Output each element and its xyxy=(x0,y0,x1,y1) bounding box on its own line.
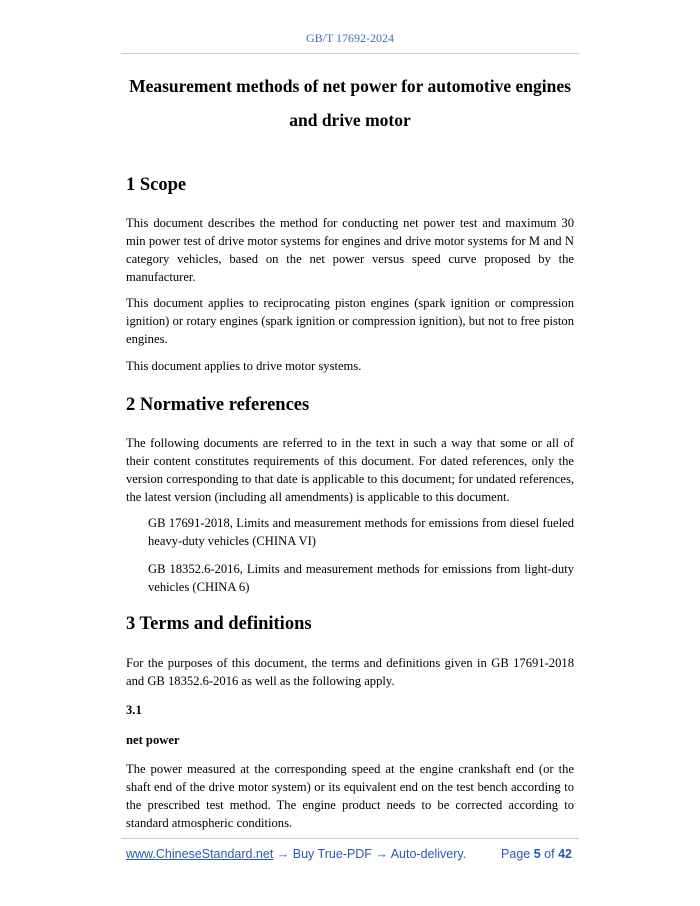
scope-paragraph-2: This document applies to reciprocating piston engines (spark ignition or compression ignition) or rotary engines (spark ignition or compression ignition), but not to free piston engines. xyxy=(126,296,574,346)
term-definition: The power measured at the corresponding speed at the engine crankshaft end (or the shaft end of the drive motor system) or its equivalent end on the test bench according to the prescribed test method. The engine product needs to be corrected according to standard atmospheric conditions. xyxy=(126,762,574,830)
page-current: 5 xyxy=(533,847,541,861)
footer xyxy=(126,847,576,863)
section-heading-scope: 1 Scope xyxy=(126,175,187,195)
header-doc-id: GB/T 17692-2024 xyxy=(305,31,395,45)
document-title-line-2: and drive motor xyxy=(289,110,411,130)
section-heading-terms-definitions: 3 Terms and definitions xyxy=(126,614,312,634)
page-total: 42 xyxy=(558,847,572,861)
term-name: net power xyxy=(126,733,180,747)
page-indicator xyxy=(501,847,572,861)
scope-paragraph-3: This document applies to drive motor systems. xyxy=(126,359,362,373)
page-of-label: of xyxy=(544,847,555,861)
footer-website-link[interactable]: www.ChineseStandard.net xyxy=(126,847,274,861)
normative-reference-1: GB 17691-2018, Limits and measurement methods for emissions from diesel fueled heavy-duty vehicles (CHINA VI) xyxy=(148,516,574,548)
footer-divider xyxy=(121,838,579,839)
scope-paragraph-1: This document describes the method for conducting net power test and maximum 30 min power test of drive motor systems for engines and drive motor systems for M and N category vehicles, based on the net power versus speed curve proposed by the manufacturer. xyxy=(126,216,574,284)
term-number: 3.1 xyxy=(126,703,142,717)
footer-promo-text: → Buy True-PDF → Auto-delivery. xyxy=(273,847,467,861)
terms-paragraph-1: For the purposes of this document, the terms and definitions given in GB 17691-2018 and GB 18352.6-2016 as well as the following apply. xyxy=(126,656,574,688)
normative-reference-2: GB 18352.6-2016, Limits and measurement methods for emissions from light-duty vehicles (CHINA 6) xyxy=(148,562,574,594)
section-heading-normative-references: 2 Normative references xyxy=(126,395,310,415)
normative-paragraph-1: The following documents are referred to in the text in such a way that some or all of their content constitutes requirements of this document. For dated references, only the version corresponding to that date is applicable to this document; for undated references, the latest version (including all amendments) is applicable to this document. xyxy=(126,436,574,504)
document-title-line-1: Measurement methods of net power for automotive engines xyxy=(129,76,571,96)
header-divider xyxy=(121,53,579,54)
page-label: Page xyxy=(501,847,531,861)
